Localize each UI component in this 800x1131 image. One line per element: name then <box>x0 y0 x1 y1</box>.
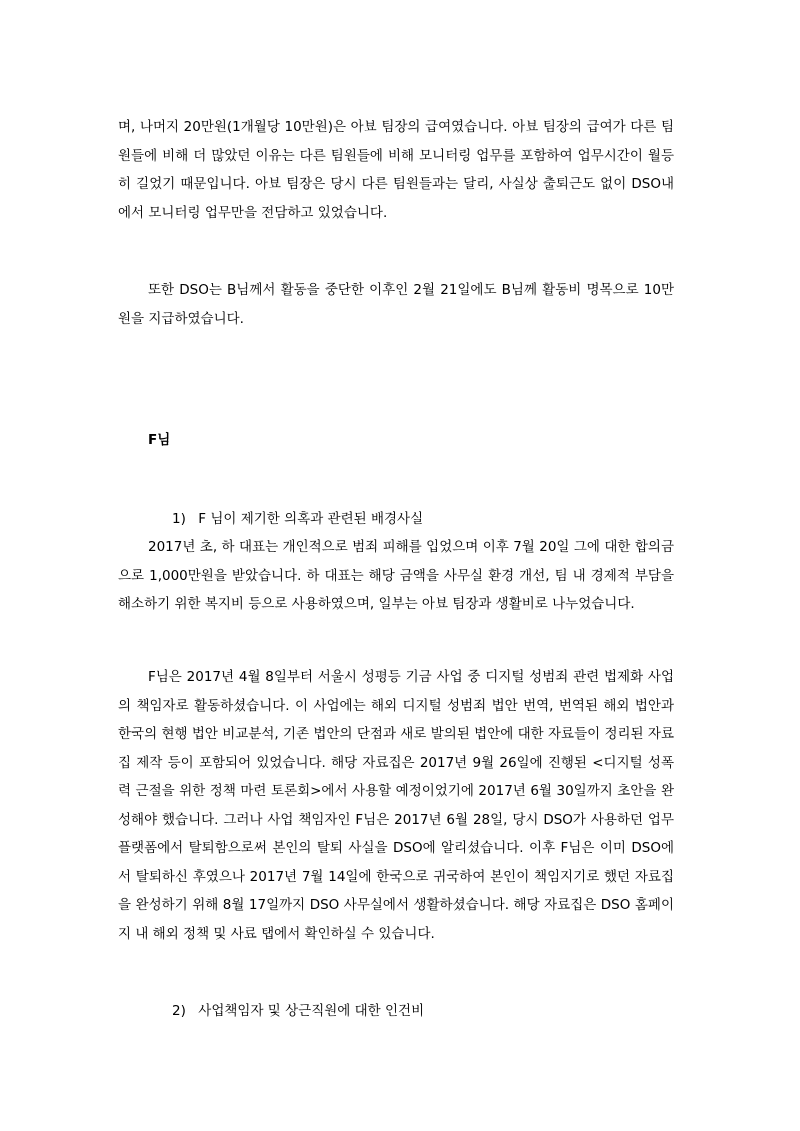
paragraph-b-activity-fee: 또한 DSO는 B님께서 활동을 중단한 이후인 2월 21일에도 B님께 활동비 명목으로 10만원을 지급하였습니다. <box>118 282 674 327</box>
section-heading-f: F님 <box>148 432 171 448</box>
list-item-1 <box>172 505 423 534</box>
paragraph-f-project: F님은 2017년 4월 8일부터 서울시 성평등 기금 사업 중 디지털 성범죄 관련 법제화 사업의 책임자로 활동하셨습니다. 이 사업에는 해외 디지털 성범죄 법안 번역, 번역된 해외 법안과 한국의 현행 법안 비교분석, 기존 법안의 단점과 새로 발의된 법안에 대한 자료들이 정리된 자료집 제작 등이 포함되어 있었습니다. 해당 자료집은 2017년 9월 26일에 진행된 <디지털 성폭력 근절을 위한 정책 마련 토론회>에서 사용할 예정이었기에 2017년 6월 30일까지 초안을 완성해야 했습니다. 그러나 사업 책임자인 F님은 2017년 6월 28일, 당시 DSO가 사용하던 업무 플랫폼에서 탈퇴함으로써 본인의 탈퇴 사실을 DSO에 알리셨습니다. 이후 F님은 이미 DSO에서 탈퇴하신 후였으나 2017년 7월 14일에 한국으로 귀국하여 본인이 책임지기로 했던 자료집을 완성하기 위해 8월 17일까지 DSO 사무실에서 생활하셨습니다. 해당 자료집은 DSO 홈페이지 내 해외 정책 및 사료 탭에서 확인하실 수 있습니다. <box>118 669 674 942</box>
list-item-2-number: 2) <box>172 1003 186 1019</box>
paragraph-monitoring-salary: 며, 나머지 20만원(1개월당 10만원)은 아뵤 팀장의 급여였습니다. 아뵤 팀장의 급여가 다른 팀원들에 비해 더 많았던 이유는 다른 팀원들에 비해 모니터링 업무를 포함하여 업무시간이 월등히 길었기 때문입니다. 아뵤 팀장은 당시 다른 팀원들과는 달리, 사실상 출퇴근도 없이 DSO내에서 모니터링 업무만을 전담하고 있었습니다. <box>118 119 674 221</box>
list-item-2-text: 사업책임자 및 상근직원에 대한 인건비 <box>198 1003 425 1019</box>
list-item-2 <box>172 997 424 1026</box>
paragraph-settlement: 2017년 초, 하 대표는 개인적으로 범죄 피해를 입었으며 이후 7월 20일 그에 대한 합의금으로 1,000만원을 받았습니다. 하 대표는 해당 금액을 사무실 환경 개선, 팀 내 경제적 부담을 해소하기 위한 복지비 등으로 사용하였으며, 일부는 아뵤 팀장과 생활비로 나누었습니다. <box>118 539 674 612</box>
list-item-1-text: F 님이 제기한 의혹과 관련된 배경사실 <box>198 511 424 527</box>
list-item-1-number: 1) <box>172 511 186 527</box>
